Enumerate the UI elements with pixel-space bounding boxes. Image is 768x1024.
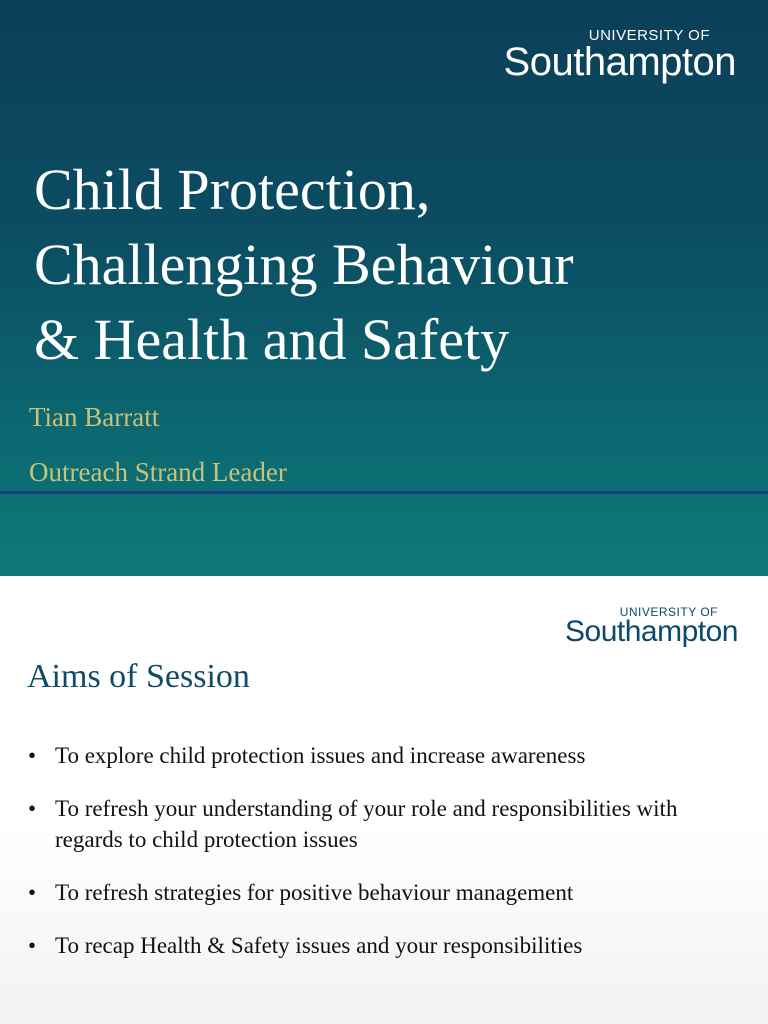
university-logo xyxy=(565,606,738,647)
title-line: Child Protection, xyxy=(34,157,431,222)
aim-text: To refresh your understanding of your role and responsibilities with regards to child protection issues xyxy=(55,796,678,852)
section-heading: Aims of Session xyxy=(27,658,250,695)
title-divider xyxy=(0,491,768,494)
bullet-icon: • xyxy=(28,933,37,958)
presentation-title xyxy=(34,152,754,377)
title-line: & Health and Safety xyxy=(34,307,510,372)
bullet-icon: • xyxy=(28,796,37,821)
list-item xyxy=(28,877,748,908)
presenter-name: Tian Barratt xyxy=(29,402,160,432)
aim-text: To refresh strategies for positive behaviour management xyxy=(55,880,574,905)
logo-wordmark: Southampton xyxy=(503,40,736,84)
aim-text: To explore child protection issues and increase awareness xyxy=(55,743,586,768)
presenter-role: Outreach Strand Leader xyxy=(29,457,287,487)
aims-list xyxy=(28,740,748,983)
aim-text: To recap Health & Safety issues and your responsibilities xyxy=(55,933,583,958)
logo-top-line: UNIVERSITY OF xyxy=(588,27,710,44)
title-line: Challenging Behaviour xyxy=(34,232,574,297)
bullet-icon: • xyxy=(28,880,37,905)
logo-wordmark: Southampton xyxy=(565,615,738,648)
list-item xyxy=(28,740,748,771)
aims-slide xyxy=(0,576,768,1024)
bullet-icon: • xyxy=(28,743,37,768)
list-item xyxy=(28,930,748,961)
university-logo xyxy=(504,28,736,82)
list-item xyxy=(28,793,748,855)
logo-top-line: UNIVERSITY OF xyxy=(619,605,718,619)
